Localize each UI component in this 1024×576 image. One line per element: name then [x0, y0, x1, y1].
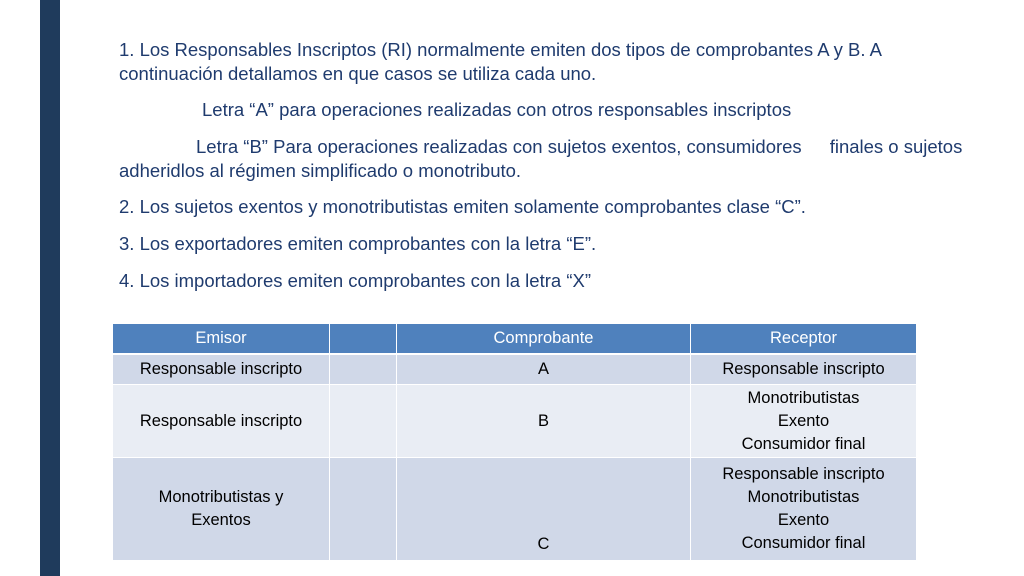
receptor-line: Monotributistas	[747, 388, 860, 407]
paragraph-4: 4. Los importadores emiten comprobantes con la letra “X”	[119, 270, 591, 291]
cell-emisor: Responsable inscripto	[113, 354, 330, 385]
emisor-line: Exentos	[191, 511, 251, 529]
table-row	[113, 458, 917, 561]
receptor-line: Responsable inscripto	[722, 465, 885, 483]
emisor-line: Monotributistas y	[158, 488, 284, 506]
cell-blank	[330, 354, 397, 385]
cell-receptor	[691, 354, 917, 385]
paragraph-letra-b-part2: finales o sujetos adheridlos al régimen simplificado o monotributo.	[119, 136, 963, 181]
paragraph-letra-b	[119, 135, 979, 183]
header-comprobante: Comprobante	[397, 324, 691, 355]
cell-receptor	[691, 458, 917, 561]
cell-comprobante: C	[397, 458, 691, 561]
paragraph-3: 3. Los exportadores emiten comprobantes con la letra “E”.	[119, 233, 597, 254]
paragraph-1: 1. Los Responsables Inscriptos (RI) normalmente emiten dos tipos de comprobantes A y B. A continuación detallamos en que casos se utiliza cada uno.	[119, 39, 881, 84]
header-receptor: Receptor	[691, 324, 917, 355]
accent-bar	[40, 0, 60, 576]
header-emisor: Emisor	[113, 324, 330, 355]
header-blank	[330, 324, 397, 355]
receptor-line: Monotributistas	[747, 488, 860, 506]
cell-comprobante: B	[397, 385, 691, 458]
receptor-line: Consumidor final	[741, 434, 866, 453]
cell-blank	[330, 385, 397, 458]
cell-comprobante: A	[397, 354, 691, 385]
receptor-line: Exento	[777, 411, 830, 430]
cell-receptor	[691, 385, 917, 458]
table-row	[113, 354, 917, 385]
receptor-line: Exento	[777, 511, 830, 529]
receptor-line: Responsable inscripto	[722, 360, 885, 378]
paragraph-letra-b-part1: Letra “B” Para operaciones realizadas con sujetos exentos, consumidores	[196, 136, 802, 157]
receptor-line: Consumidor final	[741, 534, 866, 552]
table-header-row	[113, 324, 917, 355]
comprobantes-table	[112, 323, 917, 561]
paragraph-letra-a: Letra “A” para operaciones realizadas con otros responsables inscriptos	[202, 99, 792, 120]
cell-blank	[330, 458, 397, 561]
cell-emisor: Responsable inscripto	[113, 385, 330, 458]
table-row	[113, 385, 917, 458]
paragraph-2: 2. Los sujetos exentos y monotributistas emiten solamente comprobantes clase “C”.	[119, 196, 806, 217]
text-block	[119, 38, 979, 293]
cell-emisor	[113, 458, 330, 561]
